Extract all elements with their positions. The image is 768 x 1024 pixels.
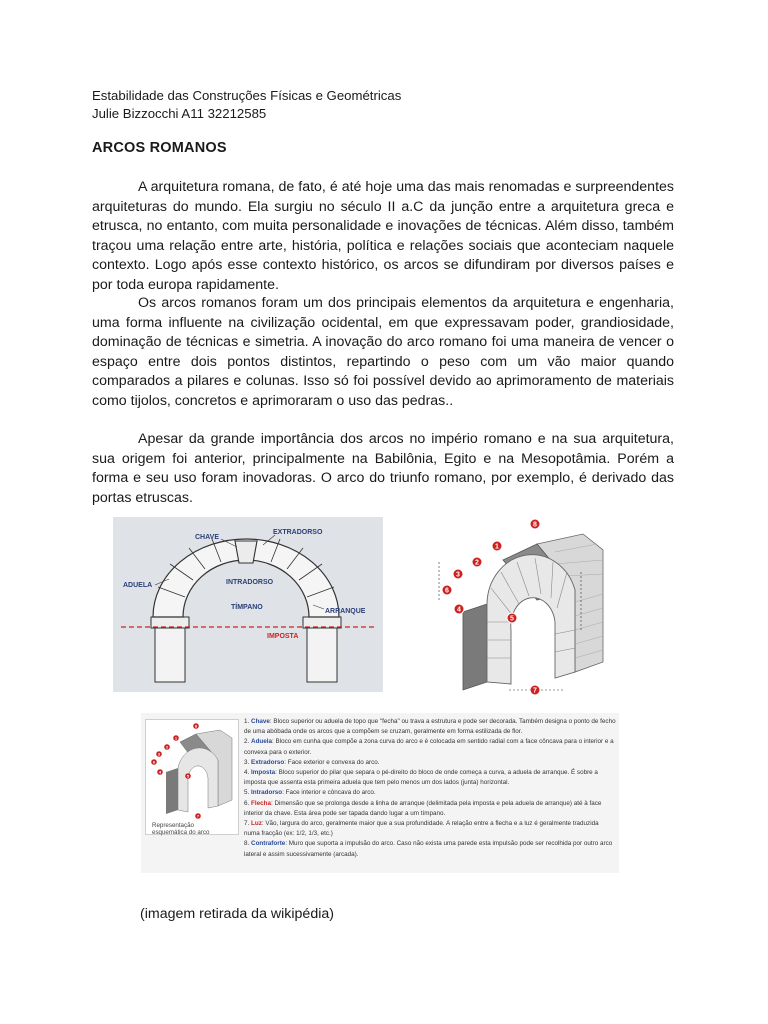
legend-item-number: 5.	[244, 789, 250, 797]
legend-term[interactable]: Chave	[251, 718, 270, 725]
legend-item-extradorso	[244, 758, 616, 768]
legend-item-imposta	[244, 768, 616, 788]
label-aduela: ADUELA	[123, 582, 153, 589]
marker-6: 6	[445, 587, 449, 595]
legend-item-contraforte	[244, 839, 616, 859]
thumb-marker-6: 6	[152, 759, 156, 765]
legend-item-flecha	[244, 799, 616, 819]
legend-description: : Dimensão que se prolonga desde a linha de arranque (delimitada pela imposta e pela aduela de arranque) até à face interior da chave. Esta área pode ser tapada dando lugar a um tímpano.	[244, 799, 602, 817]
label-chave: CHAVE	[195, 534, 219, 541]
legend-description: : Vão, largura do arco, geralmente maior que a sua profundidade. A relação entre a flecha e a luz é geralmente traduzida numa fracção (ex: 1/2, 1/3, etc.)	[244, 820, 599, 838]
thumb-marker-1: 1	[174, 735, 178, 741]
marker-8: 8	[533, 521, 537, 529]
thumb-marker-8: 8	[194, 723, 198, 729]
thumb-marker-7: 7	[196, 813, 200, 819]
section-title: ARCOS ROMANOS	[92, 140, 227, 156]
legend-item-number: 2.	[244, 738, 250, 746]
label-arranque: ARRANQUE	[325, 608, 366, 615]
legend-description: : Face exterior e convexa do arco.	[284, 758, 380, 766]
paragraph-3: Apesar da grande importância dos arcos no império romano e na sua arquitetura, sua origem foi anterior, principalmente na Babilônia, Egito e na Mesopotâmia. Porém a forma e seu uso foram inovadoras. O arco do triunfo romano, por exemplo, é derivado das portas etruscas.	[92, 431, 674, 506]
document-course-title: Estabilidade das Construções Físicas e Geométricas	[92, 88, 402, 103]
thumbnail-caption-line-2: esquemática do arco	[152, 829, 210, 836]
paragraph-2: Os arcos romanos foram um dos principais elementos da arquitetura e engenharia, uma forma influente na civilização ocidental, em que expressavam poder, grandiosidade, dominação de técnicas e simetria. A inovação do arco romano foi uma maneira de vencer o espaço entre dois pontos distintos, repartindo o peso com um vão maior quando comparados a pilares e colunas. Isso só foi possível devido ao aprimoramento de materiais como tijolos, concretos e aprimoraram o uso das pedras..	[92, 295, 674, 409]
legend-item-number: 4.	[244, 769, 250, 777]
arch-diagram	[113, 517, 383, 692]
label-intradorso: INTRADORSO	[226, 579, 274, 586]
legend-item-intradorso	[244, 788, 616, 798]
label-extradorso: EXTRADORSO	[273, 529, 323, 536]
legend-description: : Muro que suporta a impulsão do arco. Caso não exista uma parede esta impulsão pode ser recolhida por outro arco lateral e assim sucessivamente (arcada).	[244, 840, 613, 858]
legend-item-number: 6.	[244, 799, 250, 807]
marker-2: 2	[475, 559, 479, 567]
legend-term[interactable]: Intradorso	[251, 789, 283, 797]
legend-item-number: 7.	[244, 820, 250, 828]
legend-term[interactable]: Luz	[251, 820, 262, 828]
legend-term[interactable]: Extradorso	[251, 758, 285, 766]
legend-thumbnail	[145, 719, 239, 835]
marker-5: 5	[510, 615, 514, 623]
legend-item-number: 8.	[244, 840, 250, 848]
legend-description: : Bloco superior ou aduela de topo que "fecha" ou trava a estrutura e pode ser decorada. Também designa o ponto de fecho de uma abóbada onde os arcos que a compõem se cruzam, geralmente em forma estilizada de flor.	[244, 718, 616, 736]
marker-3: 3	[456, 571, 460, 579]
arch-diagram-figure	[113, 517, 383, 692]
arch-3d-diagram	[425, 512, 625, 702]
legend-item-number: 1.	[244, 718, 250, 725]
marker-4: 4	[457, 606, 461, 614]
thumb-marker-5: 5	[186, 773, 190, 779]
legend-box	[141, 713, 619, 873]
label-timpano: TÍMPANO	[231, 604, 263, 611]
thumb-marker-4: 4	[158, 769, 162, 775]
thumbnail-arch-diagram	[146, 720, 238, 820]
document-author-line: Julie Bizzocchi A11 32212585	[92, 106, 267, 121]
paragraph-1: A arquitetura romana, de fato, é até hoje uma das mais renomadas e surpreendentes arquiteturas do mundo. Ela surgiu no século II a.C da junção entre a arquitetura greca e etrusca, no entanto, com muita personalidade e inovações de técnicas. Além disso, também traçou uma relação entre arte, história, política e relações sociais que aconteciam naquele contexto. Logo após esse contexto histórico, os arcos se difundiram por diversos países e por toda europa rapidamente.	[92, 179, 674, 293]
arch-3d-figure	[425, 512, 625, 702]
legend-term[interactable]: Flecha	[251, 799, 271, 807]
image-source-caption: (imagem retirada da wikipédia)	[140, 906, 334, 922]
legend-term[interactable]: Contraforte	[251, 840, 286, 848]
legend-description: : Bloco em cunha que compõe a zona curva do arco e é colocada em sentido radial com a face côncava para o interior e a convexa para o exterior.	[244, 738, 614, 756]
thumb-marker-2: 2	[165, 744, 169, 750]
label-imposta: IMPOSTA	[267, 633, 299, 640]
legend-list	[244, 717, 616, 860]
legend-item-number: 3.	[244, 758, 250, 766]
legend-item-chave	[244, 717, 616, 737]
legend-description: : Bloco superior do pilar que separa o pé-direito do bloco de onde começa a curva, a aduela de arranque. É sobre a imposta que assenta esta primeira aduela que tem pelo menos um dos lados (junta) horizontal.	[244, 769, 598, 787]
thumb-marker-3: 3	[157, 751, 161, 757]
thumbnail-caption	[152, 822, 209, 836]
marker-7: 7	[533, 687, 537, 695]
legend-item-luz	[244, 819, 616, 839]
legend-description: : Face interior e côncava do arco.	[282, 789, 376, 797]
legend-term[interactable]: Aduela	[251, 738, 273, 746]
legend-term[interactable]: Imposta	[251, 769, 276, 777]
legend-item-aduela	[244, 737, 616, 757]
thumbnail-caption-line-1: Representação	[152, 822, 194, 829]
marker-1: 1	[495, 543, 499, 551]
